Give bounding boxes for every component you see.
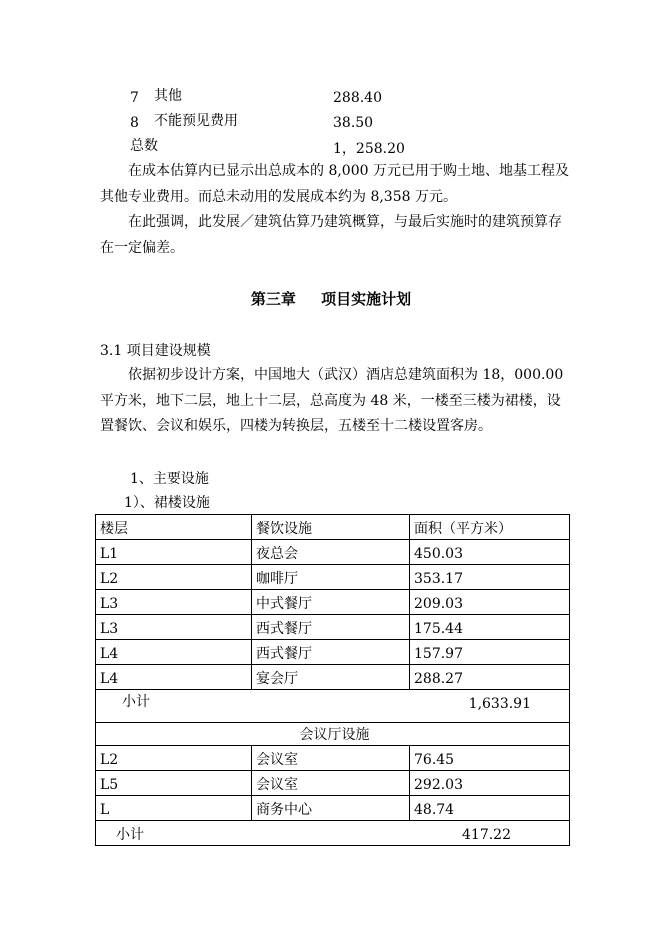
- area-cell: 288.27: [410, 665, 570, 690]
- area-cell: 76.45: [410, 746, 570, 771]
- subtotal-value: 417.22: [410, 821, 570, 846]
- table-row: [96, 565, 570, 590]
- table-row: [96, 640, 570, 665]
- facility-cell: 宴会厅: [252, 665, 410, 690]
- floor-cell: L2: [96, 565, 252, 590]
- table-row: [96, 746, 570, 771]
- table-row: [96, 590, 570, 615]
- paragraph-text: 依据初步设计方案，中国地大（武汉）酒店总建筑面积为 18，000.00 平方米，地下二层，地上十二层，总高度为 48 米，一楼至三楼为裙楼，设置餐饮、会议和娱乐，四楼为转换层，五楼至十二楼设置客房。: [100, 367, 564, 434]
- facility-cell: 西式餐厅: [252, 615, 410, 640]
- floor-cell: L4: [96, 640, 252, 665]
- paragraph-text: 在此强调，此发展／建筑估算乃建筑概算，与最后实施时的建筑预算存在一定偏差。: [100, 214, 562, 256]
- section-title-row: [96, 723, 570, 746]
- area-cell: 450.03: [410, 540, 570, 565]
- facility-cell: 中式餐厅: [252, 590, 410, 615]
- area-cell: 48.74: [410, 796, 570, 821]
- conference-section-title: 会议厅设施: [96, 723, 570, 746]
- disclaimer-paragraph: [100, 210, 570, 261]
- total-value: 1，258.20: [333, 141, 405, 157]
- cost-item-label: 其他: [154, 88, 182, 104]
- cost-item-num: 8: [130, 115, 139, 131]
- subtotal-row: [96, 690, 570, 723]
- list-heading-main-facilities: 1、主要设施: [130, 471, 209, 487]
- chapter-heading: [0, 288, 662, 309]
- floor-cell: L2: [96, 746, 252, 771]
- header-cell: 楼层: [96, 515, 252, 540]
- table-header-row: [96, 515, 570, 540]
- cost-item-value: 38.50: [333, 115, 374, 131]
- floor-cell: L4: [96, 665, 252, 690]
- area-cell: 157.97: [410, 640, 570, 665]
- area-cell: 175.44: [410, 615, 570, 640]
- area-cell: 353.17: [410, 565, 570, 590]
- table-row: [96, 771, 570, 796]
- area-cell: 292.03: [410, 771, 570, 796]
- subtotal-row: [96, 821, 570, 846]
- floor-cell: L5: [96, 771, 252, 796]
- facility-cell: 会议室: [252, 771, 410, 796]
- floor-cell: L3: [96, 615, 252, 640]
- chapter-number: 第三章: [250, 290, 296, 308]
- cost-item-value: 288.40: [333, 90, 382, 106]
- cost-item-label: 不能预见费用: [154, 113, 238, 129]
- cost-item-num: 7: [130, 90, 139, 106]
- floor-cell: L: [96, 796, 252, 821]
- table-row: [96, 615, 570, 640]
- total-label: 总数: [130, 138, 158, 154]
- header-cell: 面积（平方米）: [410, 515, 570, 540]
- facility-cell: 咖啡厅: [252, 565, 410, 590]
- list-heading-podium-facilities: 1）、裙楼设施: [124, 495, 210, 511]
- facility-cell: 商务中心: [252, 796, 410, 821]
- table-row: [96, 540, 570, 565]
- cost-paragraph: [100, 159, 570, 210]
- section-heading: 3.1 项目建设规模: [100, 343, 211, 359]
- subtotal-label: 小计: [96, 821, 410, 846]
- facility-cell: 夜总会: [252, 540, 410, 565]
- paragraph-text: 在成本估算内已显示出总成本的 8,000 万元已用于购土地、地基工程及其他专业费用。而总未动用的发展成本约为 8,358 万元。: [100, 163, 569, 205]
- chapter-title: 项目实施计划: [321, 290, 412, 308]
- facility-cell: 西式餐厅: [252, 640, 410, 665]
- table-row: [96, 796, 570, 821]
- header-cell: 餐饮设施: [252, 515, 410, 540]
- table-row: [96, 665, 570, 690]
- floor-cell: L3: [96, 590, 252, 615]
- floor-cell: L1: [96, 540, 252, 565]
- scale-paragraph: [100, 363, 570, 440]
- area-cell: 209.03: [410, 590, 570, 615]
- facility-cell: 会议室: [252, 746, 410, 771]
- facilities-table: [95, 514, 570, 846]
- subtotal-label: 小计: [96, 690, 410, 723]
- subtotal-value: 1,633.91: [410, 690, 570, 723]
